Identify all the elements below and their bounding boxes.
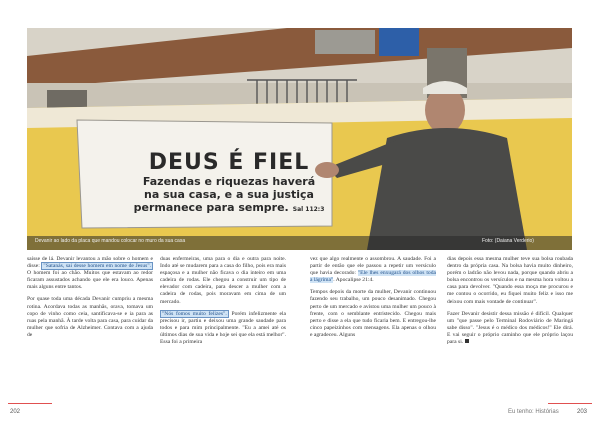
page-number-left: 202: [10, 409, 21, 415]
text-span: . Apocalipse 21:4.: [333, 277, 374, 284]
page-number-right: 203: [577, 409, 588, 415]
paragraph: duas enfermeiras, uma para o dia e outra para noite. Indo até se mudarem para a casa do filho, pois era mais espaçosa e a mulher não ficava o dia inteiro em uma cadeira de rodas. Ele chegou a construir um tipo de elevador com cadeira, para descer a mulher com a cadeira de rodas, pois moravam em cima de um mercado.: [160, 256, 286, 305]
paragraph: [447, 311, 573, 346]
sign-reference: Sal 112:3: [292, 206, 325, 213]
footer-rule-right: [548, 403, 592, 404]
feature-photo: [27, 28, 572, 250]
sign-line-2: na sua casa, e a sua justiça: [144, 188, 314, 201]
highlighted-quote: "Nós fomos muito felizes".: [162, 310, 227, 317]
sign-line-3-text: permanece para sempre.: [133, 201, 289, 214]
text-span: saísse de lá. Devanir levantou a mão sobre o homem e disse:: [27, 256, 153, 270]
photo-caption: Devanir ao lado da placa que mandou colocar no muro da sua casa: [35, 238, 186, 244]
paragraph: [27, 256, 153, 291]
text-span: Fazer Devanir desistir dessa missão é difícil. Qualquer um "que passe pelo Terminal Rodoviário de Maringá sabe disso". "Jesus é o médico dos médicos!" Ele dirá. E vai seguir o próprio caminho que ele próprio laçou para si.: [447, 310, 573, 346]
sign-line-3: [109, 201, 349, 216]
text-span: vez que algo realmente o assombrou. A saudade. Foi a partir de então que ele passou a repetir um versículo que havia decorado:: [310, 256, 436, 277]
sign-plate: [109, 146, 349, 250]
text-column-4: [447, 256, 573, 351]
section-title: Eu tenho: Histórias: [508, 409, 559, 415]
text-span: Porém infelizmente ela precisou ir, partiu e deixou uma grande saudade para todos e para mim principalmente. "Eu a amei até os últimos dias de sua vida e hoje sei que ela está melhor". Essa foi a primeira: [160, 310, 286, 346]
sign-title: DEUS É FIEL: [148, 150, 310, 175]
paragraph: Tempos depois da morte da mulher, Devanir continuou fazendo seu trabalho, um pouco desanimado. Chegou perto de um mercado e avistou uma mulher um pouco à frente, com o semblante entristecido. Chegou mais perto e disse a ela que tudo ficaria bem. E entregou-lhe cinco papeizinhos com mensagens. Ela apenas o olhou e agradeceu. Alguns: [310, 289, 436, 338]
end-mark-icon: [465, 339, 469, 343]
paragraph: dias depois essa mesma mulher teve sua bolsa roubada dentro da própria casa. Na bolsa havia muito dinheiro, porém o ladrão não levou nada, porque quando abriu a bolsa encontrou os versículos e na mesma hora voltou a casa para devolver. "Quando essa moça me procurou e me contou o ocorrido, eu fiquei muito feliz e isso me deixou com mais vontade de continuar".: [447, 256, 573, 305]
text-span: O homem foi ao chão. Muitos que estavam ao redor ficaram assustados achando que ele era louco. Apenas mais alguns entre tantos.: [27, 270, 153, 291]
photo-credit: Foto: (Daiana Verderio): [482, 238, 534, 244]
text-column-2: [160, 256, 286, 351]
text-column-1: [27, 256, 153, 344]
paragraph: [310, 256, 436, 284]
paragraph: Por quase toda uma década Devanir cumpriu a mesma rotina. Acordava todas as manhãs, orava, tomava um copo de vinho como ceia, santificava-se e ia para as ruas pela manhã. À tarde volta para casa, para cuidar da mulher que sofria de Alzheimer. Contava com a ajuda de: [27, 296, 153, 338]
sign-line-1: Fazendas e riquezas haverá: [142, 175, 316, 188]
highlighted-quote: "Satanás, sai desse homem em nome de Jesus".: [43, 263, 152, 270]
text-column-3: [310, 256, 436, 344]
footer-rule-left: [8, 403, 52, 404]
paragraph: [160, 311, 286, 346]
highlighted-quote: "Ele lhes enxugará dos olhos toda a lágrima": [310, 270, 436, 284]
